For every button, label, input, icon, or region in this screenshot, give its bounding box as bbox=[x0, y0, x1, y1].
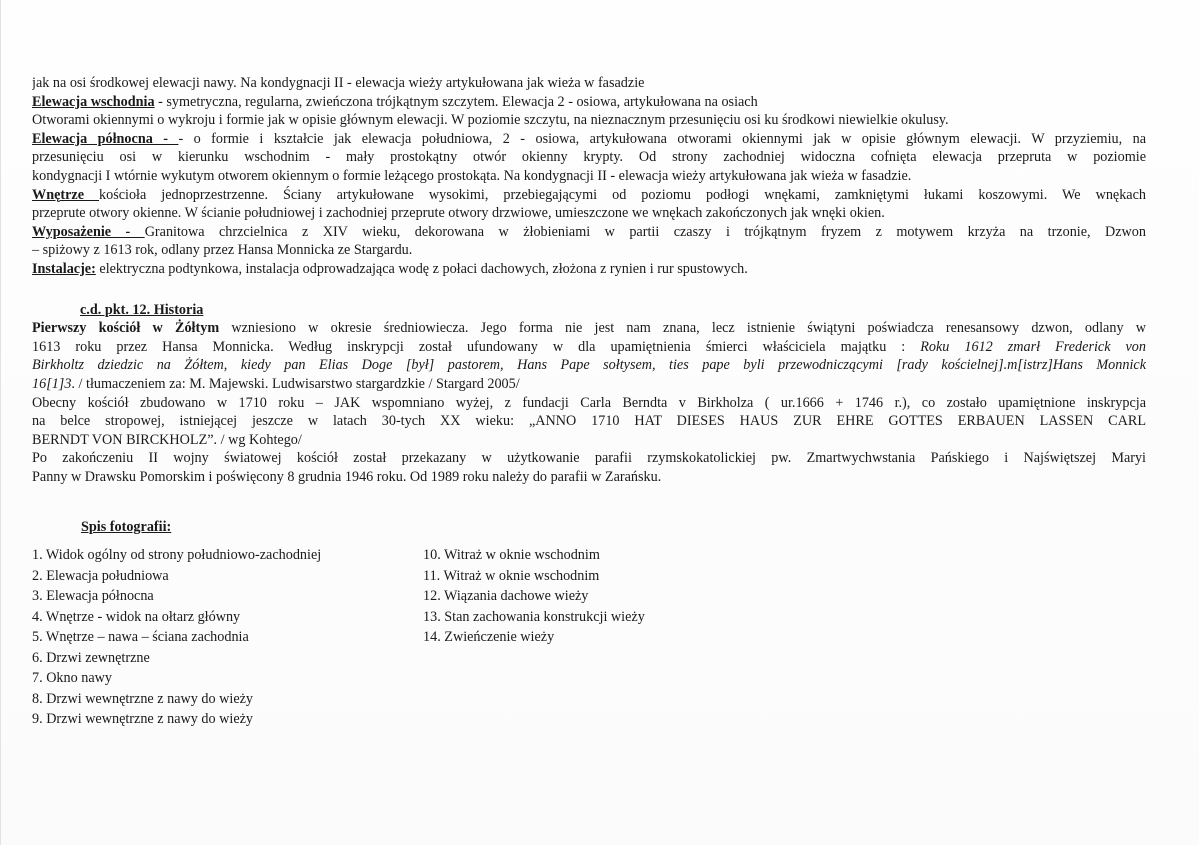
text-line bbox=[32, 319, 1146, 338]
photo-list-item: 7. Okno nawy bbox=[32, 670, 112, 686]
line-text: przesunięciu osi w kierunku wschodnim - mały prostokątny otwór okienny krypty. Od strony zachodniej widoczna cofnięta elewacja przepruta w poziomie bbox=[32, 149, 1146, 166]
quote-start: Roku 1612 zmarł Frederick von bbox=[920, 338, 1146, 355]
photo-list-item: 13. Stan zachowania konstrukcji wieży bbox=[423, 608, 645, 625]
line-text: elektryczna podtynkowa, instalacja odprowadzająca wodę z połaci dachowych, złożona z rynien i rur spustowych. bbox=[95, 260, 748, 277]
line-text: Granitowa chrzcielnica z XIV wieku, dekorowana w żłobieniami w partii czaszy i trójkątnym fryzem z motywem krzyża na trzonie, Dzwon bbox=[144, 223, 1146, 240]
text-line bbox=[32, 167, 1146, 186]
line-text: . / tłumaczeniem za: M. Majewski. Ludwisarstwo stargardzkie / Stargard 2005/ bbox=[71, 375, 520, 392]
photo-list-right bbox=[423, 545, 645, 648]
quote-end: 16[1]3 bbox=[32, 375, 72, 392]
line-text: wzniesiono w okresie średniowiecza. Jego forma nie jest nam znana, lecz istnienie świątyni poświadcza renesansowy dzwon, odlany w bbox=[219, 320, 1146, 337]
text-line bbox=[32, 431, 1146, 450]
photo-list-item: 5. Wnętrze – nawa – ściana zachodnia bbox=[32, 629, 249, 645]
photo-list-item: 4. Wnętrze - widok na ołtarz główny bbox=[32, 608, 241, 625]
line-text: 1613 roku przez Hansa Monnicka. Według inskrypcji został ufundowany w dla upamiętnienia śmierci właściciela majątku : bbox=[32, 338, 921, 355]
photo-list-item: 9. Drzwi wewnętrzne z nawy do wieży bbox=[32, 711, 254, 727]
photo-list-item: 3. Elewacja północna bbox=[32, 588, 154, 604]
photo-list-left bbox=[32, 545, 321, 730]
document-body bbox=[32, 74, 1146, 486]
photo-list-item: 14. Zwieńczenie wieży bbox=[423, 629, 555, 645]
text-line bbox=[32, 468, 1146, 487]
photo-list-item: 10. Witraż w oknie wschodnim bbox=[423, 547, 600, 563]
text-line bbox=[32, 93, 1146, 112]
line-text: Po zakończeniu II wojny światowej kościół został przekazany w użytkowanie parafii rzymskokatolickiej pw. Zmartwychwstania Pańskiego i Najświętszej Maryi bbox=[32, 450, 1146, 467]
line-text: Panny w Drawsku Pomorskim i poświęcony 8 grudnia 1946 roku. Od 1989 roku należy do parafii w Zarańsku. bbox=[32, 468, 662, 485]
pierwszy-kosciol-label: Pierwszy kościół w Żółtym bbox=[32, 320, 220, 337]
heading-wnetrze: Wnętrze bbox=[32, 186, 99, 203]
text-line bbox=[32, 186, 1146, 205]
text-line bbox=[32, 111, 1146, 130]
text-line bbox=[32, 223, 1146, 242]
text-line bbox=[32, 412, 1146, 431]
photo-list-item: 6. Drzwi zewnętrzne bbox=[32, 649, 150, 666]
photo-list-item: 1. Widok ogólny od strony południowo-zachodniej bbox=[32, 547, 322, 563]
line-text: kościoła jednoprzestrzenne. Ściany artykułowane wysokimi, przebiegającymi od poziomu podłogi wnękami, zamkniętymi łukami koszowymi. We wnękach bbox=[99, 186, 1146, 203]
line-text: kondygnacji I wtórnie wykutym otworem okiennym o formie leżącego prostokąta. Na kondygnacji II - elewacja wieży artykułowana jak wieża w fasadzie. bbox=[32, 167, 912, 184]
text-line bbox=[32, 241, 1146, 260]
heading-elewacja-polnocna: Elewacja północna - bbox=[32, 130, 179, 147]
line-text: - o formie i kształcie jak elewacja południowa, 2 - osiowa, artykułowana otworami okiennymi jak w opisie głównym elewacji. W przyziemiu, na bbox=[178, 130, 1146, 147]
heading-instalacje: Instalacje: bbox=[32, 260, 96, 277]
heading-wyposazenie: Wyposażenie - bbox=[32, 223, 145, 240]
line-text: jak na osi środkowej elewacji nawy. Na kondygnacji II - elewacja wieży artykułowana jak wieża w fasadzie bbox=[32, 75, 645, 91]
text-line bbox=[32, 449, 1146, 468]
photo-list-item: 2. Elewacja południowa bbox=[32, 567, 169, 584]
spacer bbox=[32, 279, 1146, 301]
text-line bbox=[32, 375, 1146, 394]
line-text: na belce stropowej, istniejącej jeszcze w latach 30-tych XX wieku: „ANNO 1710 HAT DIESES HAUS ZUR EHRE GOTTES ERBAUEN LASSEN CARL bbox=[32, 413, 1146, 430]
text-line bbox=[32, 356, 1146, 375]
photo-list-item: 12. Wiązania dachowe wieży bbox=[423, 588, 589, 604]
text-line bbox=[32, 338, 1146, 357]
photo-list-title: Spis fotografii: bbox=[81, 519, 172, 535]
text-line bbox=[32, 74, 1146, 93]
line-text: - symetryczna, regularna, zwieńczona trójkątnym szczytem. Elewacja 2 - osiowa, artykułowana na osiach bbox=[154, 93, 758, 110]
line-text: BERNDT VON BIRCKHOLZ”. / wg Kohtego/ bbox=[32, 431, 302, 448]
text-line bbox=[32, 130, 1146, 149]
heading-historia: c.d. pkt. 12. Historia bbox=[80, 301, 204, 318]
heading-elewacja-wschodnia: Elewacja wschodnia bbox=[32, 93, 155, 110]
text-line bbox=[32, 204, 1146, 223]
line-text: – spiżowy z 1613 rok, odlany przez Hansa Monnicka ze Stargardu. bbox=[32, 242, 413, 259]
photo-list-item: 8. Drzwi wewnętrzne z nawy do wieży bbox=[32, 690, 254, 707]
photo-list-item: 11. Witraż w oknie wschodnim bbox=[423, 567, 600, 584]
text-line bbox=[32, 148, 1146, 167]
line-text: przeprute otwory okienne. W ścianie południowej i zachodniej przeprute otwory drzwiowe, umieszczone we wnękach zakończonych jak wnęki okien. bbox=[32, 205, 885, 222]
text-line bbox=[32, 260, 1146, 279]
line-text: Birkholtz dziedzic na Żółtem, kiedy pan Elias Doge [był] pastorem, Hans Pape sołtysem, ties pape byli przewodniczącymi [rady kościelnej].m[istrz]Hans Monnick bbox=[32, 357, 1146, 374]
line-text: Otworami okiennymi o wykroju i formie jak w opisie głównym elewacji. W poziomie szczytu, na nieznacznym przesunięciu osi ku środkowi niewielkie okulusy. bbox=[32, 112, 949, 129]
text-line bbox=[32, 394, 1146, 413]
line-text: Obecny kościół zbudowano w 1710 roku – JAK wspomniano wyżej, z fundacji Carla Berndta v Birkholza ( ur.1666 + 1746 r.), co zostało upamiętnione inskrypcja bbox=[32, 394, 1146, 411]
